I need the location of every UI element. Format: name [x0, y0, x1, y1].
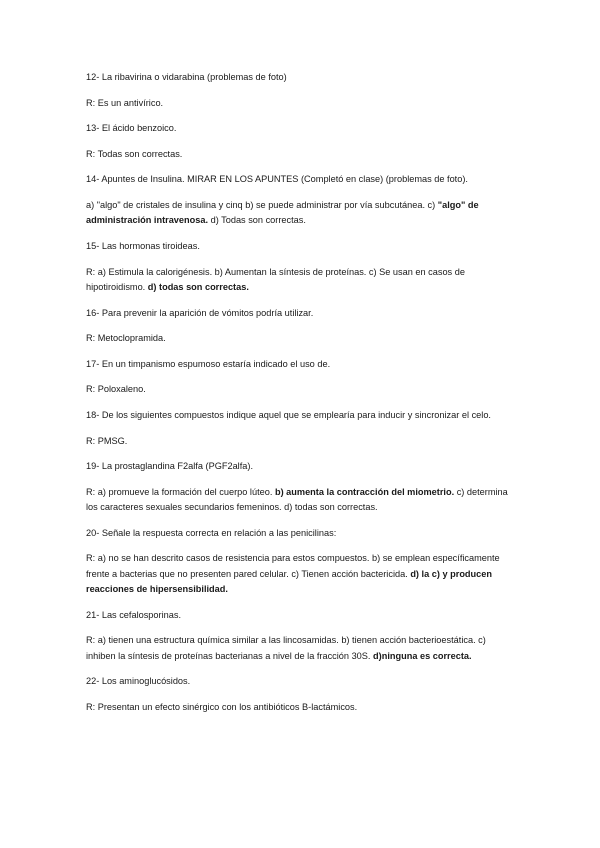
answer-21 [86, 633, 516, 664]
question-19 [86, 459, 516, 474]
text-segment: R: a) no se han descrito casos de resistencia para estos compuestos. b) se emplean específicamente frente a bacterias que no presenten pared celular. c) Tienen acción bactericida. [86, 553, 500, 579]
text-segment: R: a) Estimula la calorigénesis. b) Aumentan la síntesis de proteínas. c) Se usan en casos de hipotiroidismo. [86, 266, 465, 292]
bold-text-segment: d)ninguna es correcta. [373, 650, 472, 661]
question-13 [86, 121, 516, 136]
text-segment: R: Todas son correctas. [86, 148, 183, 159]
text-segment: R: Presentan un efecto sinérgico con los antibióticos B-lactámicos. [86, 701, 358, 712]
text-segment: R: a) promueve la formación del cuerpo lúteo. [86, 486, 275, 497]
text-segment: 12- La ribavirina o vidarabina (problemas de foto) [86, 72, 287, 82]
answer-19 [86, 485, 516, 516]
text-segment: 16- Para prevenir la aparición de vómitos podría utilizar. [86, 307, 314, 318]
document-body [86, 70, 516, 726]
answer-20 [86, 551, 516, 597]
answer-12 [86, 96, 516, 111]
text-segment: d) Todas son correctas. [208, 215, 306, 226]
question-22 [86, 674, 516, 689]
answer-17 [86, 382, 516, 397]
text-segment: R: Poloxaleno. [86, 384, 146, 395]
question-12 [86, 70, 516, 85]
bold-text-segment: d) todas son correctas. [147, 281, 249, 292]
answer-16 [86, 331, 516, 346]
text-segment: 19- La prostaglandina F2alfa (PGF2alfa). [86, 461, 253, 472]
answer-22 [86, 700, 516, 715]
text-segment: R: Es un antivírico. [86, 97, 164, 108]
question-16 [86, 306, 516, 321]
text-segment: 22- Los aminoglucósidos. [86, 676, 191, 687]
question-21 [86, 608, 516, 623]
text-segment: 20- Señale la respuesta correcta en relación a las penicilinas: [86, 527, 337, 538]
text-segment: a) "algo" de cristales de insulina y cinq b) se puede administrar por vía subcutánea. c) [86, 199, 438, 210]
text-segment: 21- Las cefalosporinas. [86, 609, 181, 620]
text-segment: R: a) tienen una estructura química similar a las lincosamidas. b) tienen acción bacterioestática. c) inhiben la síntesis de proteínas bacterianas a nivel de la fracción 30S. [86, 635, 486, 661]
text-segment: 18- De los siguientes compuestos indique aquel que se emplearía para inducir y sincronizar el celo. [86, 409, 491, 420]
question-20 [86, 526, 516, 541]
bold-text-segment: b) aumenta la contracción del miometrio. [274, 486, 455, 497]
question-14 [86, 172, 516, 187]
bold-text-segment: d) la c) y producen reacciones de hipersensibilidad. [86, 568, 492, 595]
question-15 [86, 239, 516, 254]
text-segment: 13- El ácido benzoico. [86, 123, 177, 134]
text-segment: 15- Las hormonas tiroideas. [86, 240, 200, 251]
bold-text-segment: "algo" de administración intravenosa. [86, 199, 479, 226]
text-segment: 14- Apuntes de Insulina. MIRAR EN LOS APUNTES (Completó en clase) (problemas de foto). [86, 174, 468, 185]
answer-15 [86, 265, 516, 296]
text-segment: R: Metoclopramida. [86, 333, 166, 344]
text-segment: 17- En un timpanismo espumoso estaría indicado el uso de. [86, 358, 331, 369]
answer-18 [86, 434, 516, 449]
answer-14 [86, 198, 516, 229]
text-segment: R: PMSG. [86, 435, 128, 446]
question-18 [86, 408, 516, 423]
text-segment: c) determina los caracteres sexuales secundarios femeninos. d) todas son correctas. [86, 486, 508, 513]
question-17 [86, 357, 516, 372]
answer-13 [86, 147, 516, 162]
